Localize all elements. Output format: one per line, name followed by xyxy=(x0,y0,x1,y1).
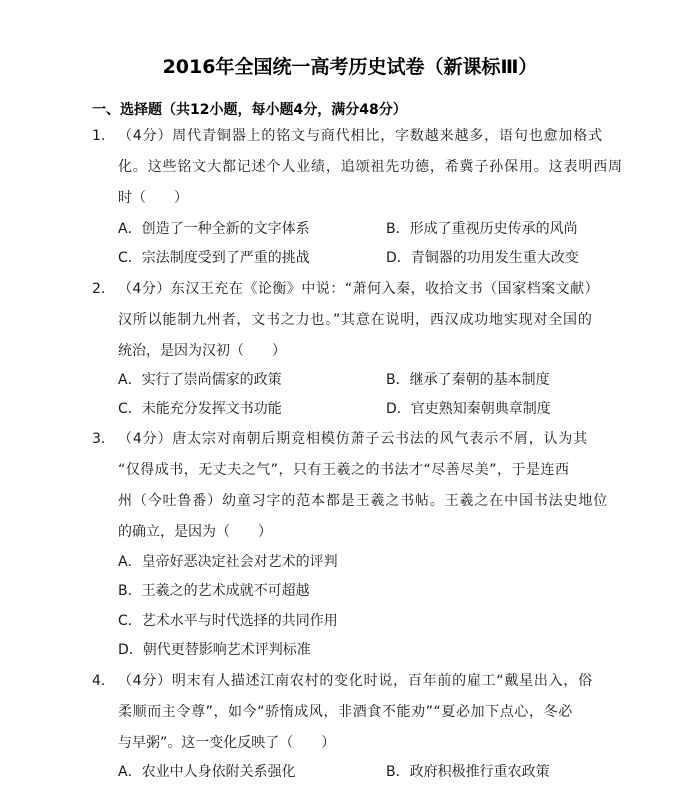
question-text-line: “仅得成书，无丈夫之气”，只有王羲之的书法才“尽善尽美”，于是连西 xyxy=(118,462,570,478)
question-number: 3. xyxy=(92,431,106,447)
option-c[interactable]: C．未能充分发挥文书功能 xyxy=(118,401,282,417)
question-text-line: 时（ ） xyxy=(118,190,188,206)
option-a[interactable]: A．农业中人身依附关系强化 xyxy=(118,764,296,780)
question-text-line: 柔顺而主令尊”，如今“骄惰成风，非酒食不能劝”“夏必加下点心，冬必 xyxy=(118,704,573,720)
question-text-line: 州（今吐鲁番）幼童习字的范本都是王羲之书帖。王羲之在中国书法史地位 xyxy=(118,493,609,509)
question-text-line: 的确立，是因为（ ） xyxy=(118,524,272,540)
question-text-line: 汉所以能制九州者，文书之力也。”其意在说明，西汉成功地实现对全国的 xyxy=(118,312,593,328)
question-text-line: （4分）周代青铜器上的铭文与商代相比，字数越来越多，语句也愈加格式 xyxy=(118,128,603,144)
question-text-line: （4分）东汉王充在《论衡》中说：“萧何入秦，收拾文书（国家档案文献） xyxy=(118,281,600,297)
question-number: 2. xyxy=(92,281,106,297)
question-text-line: （4分）唐太宗对南朝后期竞相模仿萧子云书法的风气表示不屑，认为其 xyxy=(118,431,589,447)
option-d[interactable]: D．青铜器的功用发生重大改变 xyxy=(386,250,579,266)
question-text-line: （4分）明末有人描述江南农村的变化时说，百年前的雇工“戴星出入，俗 xyxy=(118,673,593,689)
option-c[interactable]: C．艺术水平与时代选择的共同作用 xyxy=(118,613,338,629)
question-text-line: 统治，是因为汉初（ ） xyxy=(118,343,286,359)
option-b[interactable]: B．王羲之的艺术成就不可超越 xyxy=(118,583,310,599)
question-number: 1. xyxy=(92,128,106,144)
option-d[interactable]: D．官吏熟知秦朝典章制度 xyxy=(386,401,551,417)
option-b[interactable]: B．形成了重视历史传承的风尚 xyxy=(386,221,578,237)
option-d[interactable]: D．朝代更替影响艺术评判标准 xyxy=(118,642,311,658)
question-number: 4. xyxy=(92,673,106,689)
page-title: 2016年全国统一高考历史试卷（新课标Ⅲ） xyxy=(162,56,538,78)
section-heading: 一、选择题（共12小题，每小题4分，满分48分） xyxy=(92,102,407,118)
option-c[interactable]: C．宗法制度受到了严重的挑战 xyxy=(118,250,310,266)
option-b[interactable]: B．继承了秦朝的基本制度 xyxy=(386,372,550,388)
option-a[interactable]: A．创造了一种全新的文字体系 xyxy=(118,221,310,237)
option-b[interactable]: B．政府积极推行重农政策 xyxy=(386,764,550,780)
question-text-line: 与早粥”。这一变化反映了（ ） xyxy=(118,735,336,751)
option-a[interactable]: A．实行了崇尚儒家的政策 xyxy=(118,372,282,388)
option-a[interactable]: A．皇帝好恶决定社会对艺术的评判 xyxy=(118,554,338,570)
question-text-line: 化。这些铭文大都记述个人业绩，追颂祖先功德，希冀子孙保用。这表明西周 xyxy=(118,159,623,175)
